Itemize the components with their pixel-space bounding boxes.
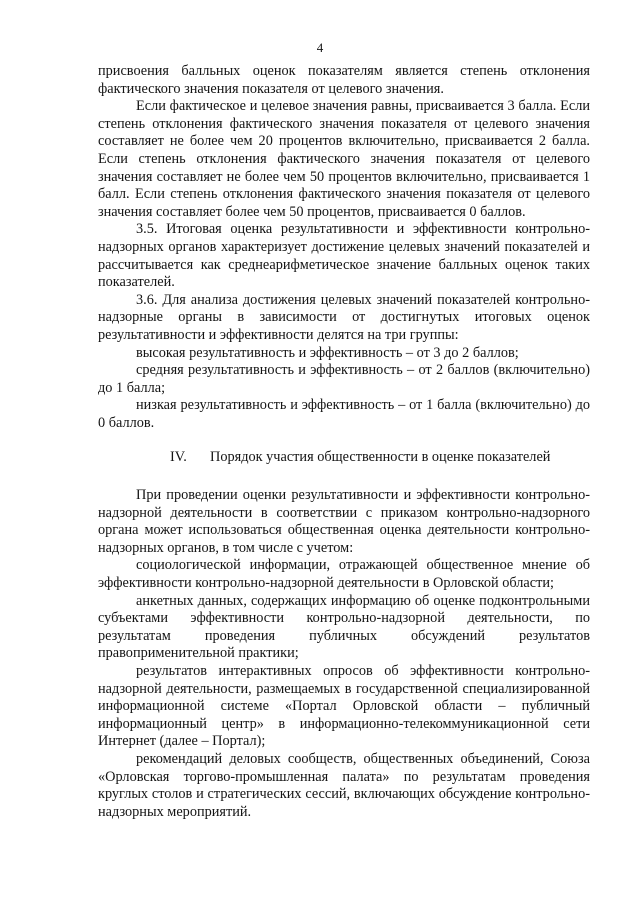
paragraph-continuation: присвоения балльных оценок показателям является степень отклонения фактического значения показателя от целевого значения. [98, 63, 590, 97]
paragraph-scoring-rules: Если фактическое и целевое значения равны, присваивается 3 балла. Если степень отклонения фактического значения показателя от целевого значения составляет не более чем 20 процентов включительно, присваивается 2 балла. Если степень отклонения фактического значения показателя от целевого значения составляет не более чем 50 процентов включительно, присваивается 1 балл. Если степень отклонения фактического значения показателя от целевого значения составляет более чем 50 процентов, присваивается 0 баллов. [98, 98, 590, 220]
list-item-interactive-polls: результатов интерактивных опросов об эффективности контрольно-надзорной деятельности, размещаемых в государственной специализированной информационной системе «Портал Орловской области – публичный информационный центр» в информационно-телекоммуникационной сети Интернет (далее – Портал); [98, 663, 590, 750]
list-item-high: высокая результативность и эффективность – от 3 до 2 баллов; [136, 344, 519, 361]
paragraph-public-assessment: При проведении оценки результативности и эффективности контрольно-надзорной деятельности в соответствии с приказом контрольно-надзорного органа может использоваться общественная оценка деятельности контрольно-надзорных органов, в том числе с учетом: [98, 487, 590, 556]
paragraph-3-6: 3.6. Для анализа достижения целевых значений показателей контрольно-надзорные органы в зависимости от достигнутых итоговых оценок результативности и эффективности делятся на три группы: [98, 291, 590, 343]
document-body [98, 63, 590, 821]
section-title: Порядок участия общественности в оценке показателей [210, 449, 551, 466]
list-item-questionnaire: анкетных данных, содержащих информацию об оценке подконтрольными субъектами эффективности контрольно-надзорной деятельности, по результатам проведения публичных обсуждений результатов правоприменительной практики; [98, 592, 590, 662]
list-item-sociological: социологической информации, отражающей общественное мнение об эффективности контрольно-надзорной деятельности в Орловской области; [98, 557, 590, 592]
paragraph-3-5: 3.5. Итоговая оценка результативности и эффективности контрольно-надзорных органов характеризует достижение целевых значений показателей и рассчитывается как среднеарифметическое значение балльных оценок таких показателей. [98, 221, 590, 291]
list-item-low: низкая результативность и эффективность – от 1 балла (включительно) до 0 баллов. [98, 397, 590, 431]
section-heading [98, 449, 590, 467]
list-item-medium: средняя результативность и эффективность – от 2 баллов (включительно) до 1 балла; [98, 362, 590, 396]
section-number: IV. [170, 449, 187, 466]
page-number: 4 [316, 40, 324, 55]
list-item-recommendations: рекомендаций деловых сообществ, общественных объединений, Союза «Орловская торгово-промышленная палата» по результатам проведения круглых столов и стратегических сессий, включающих обсуждение контрольно-надзорных мероприятий. [98, 750, 590, 820]
